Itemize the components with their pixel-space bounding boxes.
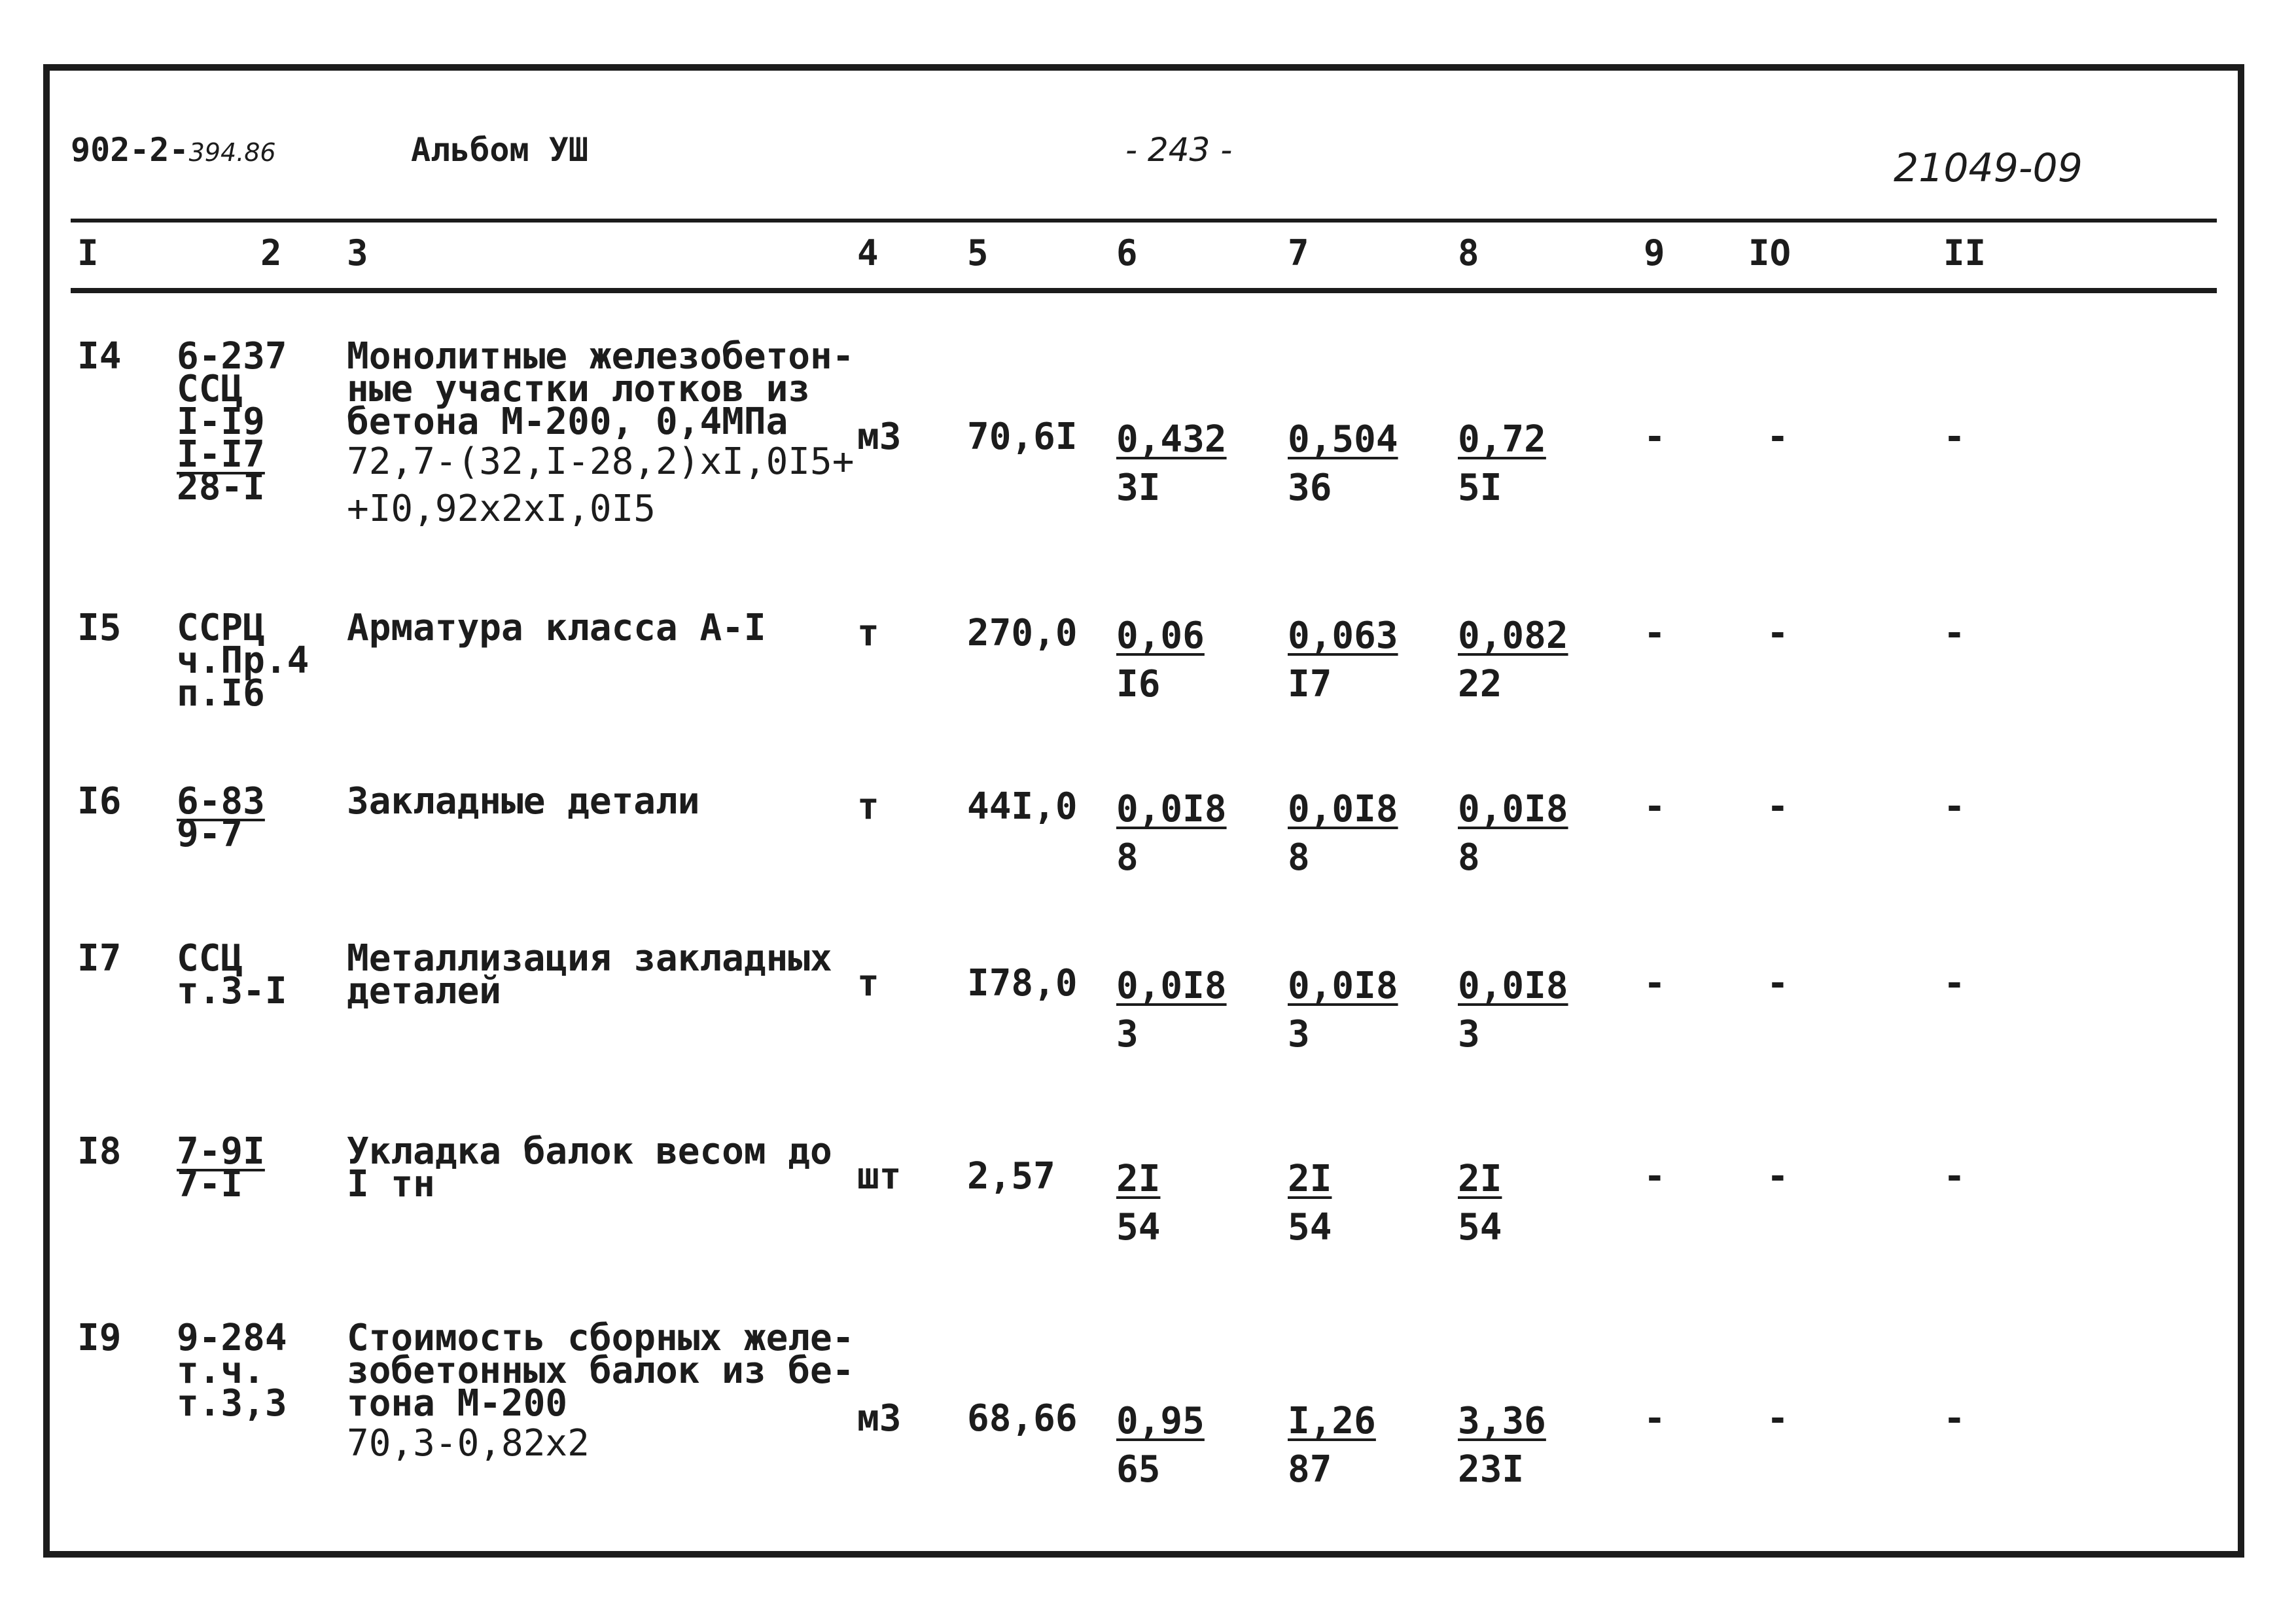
column-number: 8 [1458, 232, 1479, 274]
norm-code-line: 6-237 [177, 335, 287, 378]
dash-col10: - [1767, 612, 1789, 654]
document-code-printed: 902-2- [71, 131, 189, 169]
value-fraction-c6 [1116, 962, 1227, 1059]
dash-col10: - [1767, 962, 1789, 1005]
norm-code-line: 6-83 [177, 780, 265, 823]
column-number: II [1943, 232, 1987, 274]
fraction-numerator: 0,504 [1288, 418, 1398, 461]
column-number: IO [1748, 232, 1792, 274]
column-number: 5 [967, 232, 989, 274]
dash-col11: - [1943, 416, 1966, 458]
quantity: 2,57 [967, 1155, 1055, 1198]
fraction-denominator: 54 [1458, 1206, 1502, 1249]
fraction-denominator: 3I [1116, 467, 1161, 509]
column-number: 3 [347, 232, 368, 274]
fraction-denominator: 8 [1458, 836, 1480, 879]
work-description [347, 1130, 832, 1205]
value-fraction-c6 [1116, 416, 1227, 512]
dash-col10: - [1767, 1397, 1789, 1440]
fraction-numerator: 0,95 [1116, 1400, 1205, 1442]
fraction-denominator: I7 [1288, 663, 1332, 705]
fraction-numerator: 0,0I8 [1288, 965, 1398, 1007]
unit: т [857, 612, 879, 654]
value-fraction-c6 [1116, 612, 1205, 709]
value-fraction-c8 [1458, 1155, 1502, 1252]
unit: т [857, 785, 879, 828]
volume-formula-line: +I0,92x2xI,0I5 [347, 488, 656, 530]
value-fraction-c8 [1458, 785, 1568, 882]
fraction-denominator: I6 [1116, 663, 1161, 705]
norm-code-line: 9-284 [177, 1317, 287, 1359]
dash-col10: - [1767, 785, 1789, 828]
fraction-denominator: 5I [1458, 467, 1502, 509]
value-fraction-c6 [1116, 1155, 1160, 1252]
dash-col11: - [1943, 1155, 1966, 1198]
fraction-numerator: 0,082 [1458, 615, 1568, 657]
fraction-denominator: 22 [1458, 663, 1502, 705]
norm-code [177, 335, 287, 508]
header-rule-bottom [71, 288, 2217, 293]
fraction-denominator: 3 [1458, 1013, 1480, 1056]
description-line: Закладные детали [347, 780, 700, 823]
row-number: I9 [77, 1317, 122, 1359]
fraction-denominator: 54 [1116, 1206, 1161, 1249]
norm-code-line: ССЦ [177, 937, 243, 980]
unit: м3 [857, 1397, 902, 1440]
norm-code [177, 780, 265, 855]
description-line: ные участки лотков из [347, 368, 811, 410]
value-fraction-c8 [1458, 962, 1568, 1059]
norm-code [177, 607, 309, 715]
header-rule-top [71, 219, 2217, 223]
fraction-numerator: 0,06 [1116, 615, 1205, 657]
dash-col11: - [1943, 962, 1966, 1005]
description-line: бетона М-200, 0,4МПа [347, 401, 788, 443]
column-number: 2 [260, 232, 282, 274]
fraction-numerator: 0,0I8 [1458, 965, 1568, 1007]
album-title: Альбом УШ [411, 131, 588, 169]
fraction-denominator: 36 [1288, 467, 1332, 509]
fraction-numerator: I,26 [1288, 1400, 1376, 1442]
norm-code-line: т.3,3 [177, 1382, 287, 1425]
quantity: I78,0 [967, 962, 1078, 1005]
row-number: I6 [77, 780, 122, 823]
dash-col9: - [1644, 962, 1666, 1005]
work-description [347, 780, 700, 823]
norm-code-line: I-I9 [177, 401, 265, 443]
column-number: 7 [1288, 232, 1309, 274]
fraction-numerator: 3,36 [1458, 1400, 1546, 1442]
value-fraction-c8 [1458, 612, 1568, 709]
column-number: I [77, 232, 99, 274]
description-line: I тн [347, 1163, 435, 1205]
norm-code-line: ССЦ [177, 368, 243, 410]
dash-col11: - [1943, 785, 1966, 828]
fraction-denominator: 54 [1288, 1206, 1332, 1249]
dash-col9: - [1644, 1397, 1666, 1440]
dash-col10: - [1767, 416, 1789, 458]
dash-col9: - [1644, 785, 1666, 828]
norm-code [177, 1317, 287, 1425]
value-fraction-c7 [1288, 962, 1398, 1059]
norm-code-line: 28-I [177, 466, 265, 508]
value-fraction-c7 [1288, 785, 1398, 882]
norm-code-line: п.I6 [177, 672, 265, 715]
fraction-numerator: 0,432 [1116, 418, 1227, 461]
norm-code-line: I-I7 [177, 433, 265, 476]
description-line: Арматура класса А-I [347, 607, 766, 649]
norm-code [177, 937, 287, 1012]
fraction-numerator: 0,0I8 [1458, 788, 1568, 830]
fraction-denominator: 8 [1288, 836, 1310, 879]
value-fraction-c8 [1458, 416, 1546, 512]
value-fraction-c7 [1288, 1397, 1376, 1494]
volume-formula-line: 72,7-(32,I-28,2)xI,0I5+ [347, 440, 855, 483]
fraction-denominator: 3 [1116, 1013, 1139, 1056]
unit: м3 [857, 416, 902, 458]
norm-code-line: 9-7 [177, 813, 243, 855]
quantity: 44I,0 [967, 785, 1078, 828]
fraction-denominator: 8 [1116, 836, 1139, 879]
column-number: 6 [1116, 232, 1138, 274]
norm-code-line: ч.Пр.4 [177, 639, 309, 682]
value-fraction-c8 [1458, 1397, 1546, 1494]
fraction-numerator: 2I [1458, 1158, 1502, 1200]
dash-col11: - [1943, 1397, 1966, 1440]
norm-code-line: т.ч. [177, 1349, 265, 1392]
row-number: I7 [77, 937, 122, 980]
value-fraction-c6 [1116, 1397, 1205, 1494]
work-description [347, 1317, 855, 1467]
description-line: Монолитные железобетон- [347, 335, 855, 378]
quantity: 270,0 [967, 612, 1078, 654]
value-fraction-c7 [1288, 1155, 1332, 1252]
norm-code [177, 1130, 265, 1205]
description-line: деталей [347, 970, 502, 1012]
row-number: I4 [77, 335, 122, 378]
row-number: I8 [77, 1130, 122, 1173]
fraction-numerator: 2I [1116, 1158, 1161, 1200]
work-description [347, 607, 766, 649]
fraction-denominator: 65 [1116, 1448, 1161, 1491]
fraction-numerator: 0,0I8 [1116, 965, 1227, 1007]
row-number: I5 [77, 607, 122, 649]
quantity: 68,66 [967, 1397, 1078, 1440]
fraction-denominator: 87 [1288, 1448, 1332, 1491]
fraction-numerator: 0,0I8 [1288, 788, 1398, 830]
fraction-numerator: 0,0I8 [1116, 788, 1227, 830]
work-description [347, 937, 832, 1012]
quantity: 70,6I [967, 416, 1078, 458]
work-description [347, 335, 855, 533]
fraction-numerator: 0,063 [1288, 615, 1398, 657]
column-number: 9 [1644, 232, 1665, 274]
column-number: 4 [857, 232, 879, 274]
norm-code-line: т.3-I [177, 970, 287, 1012]
unit: т [857, 962, 879, 1005]
norm-code-line: 7-9I [177, 1130, 265, 1173]
value-fraction-c7 [1288, 416, 1398, 512]
fraction-numerator: 0,72 [1458, 418, 1546, 461]
dash-col9: - [1644, 612, 1666, 654]
dash-col11: - [1943, 612, 1966, 654]
norm-code-line: 7-I [177, 1163, 243, 1205]
norm-code-line: ССРЦ [177, 607, 265, 649]
sheet-number: 21049-09 [1894, 145, 2083, 191]
page-number: - 243 - [1125, 131, 1233, 169]
unit: шт [857, 1155, 902, 1198]
dash-col9: - [1644, 416, 1666, 458]
document-code [71, 131, 276, 169]
dash-col10: - [1767, 1155, 1789, 1198]
description-line: Металлизация закладных [347, 937, 832, 980]
value-fraction-c6 [1116, 785, 1227, 882]
description-line: Стоимость сборных желе- [347, 1317, 855, 1359]
description-line: Укладка балок весом до [347, 1130, 832, 1173]
dash-col9: - [1644, 1155, 1666, 1198]
fraction-denominator: 3 [1288, 1013, 1310, 1056]
description-line: тона М-200 [347, 1382, 568, 1425]
document-code-handwritten: 394.86 [188, 138, 276, 167]
value-fraction-c7 [1288, 612, 1398, 709]
description-line: зобетонных балок из бе- [347, 1349, 855, 1392]
fraction-denominator: 23I [1458, 1448, 1525, 1491]
fraction-numerator: 2I [1288, 1158, 1332, 1200]
volume-formula-line: 70,3-0,82x2 [347, 1422, 590, 1465]
